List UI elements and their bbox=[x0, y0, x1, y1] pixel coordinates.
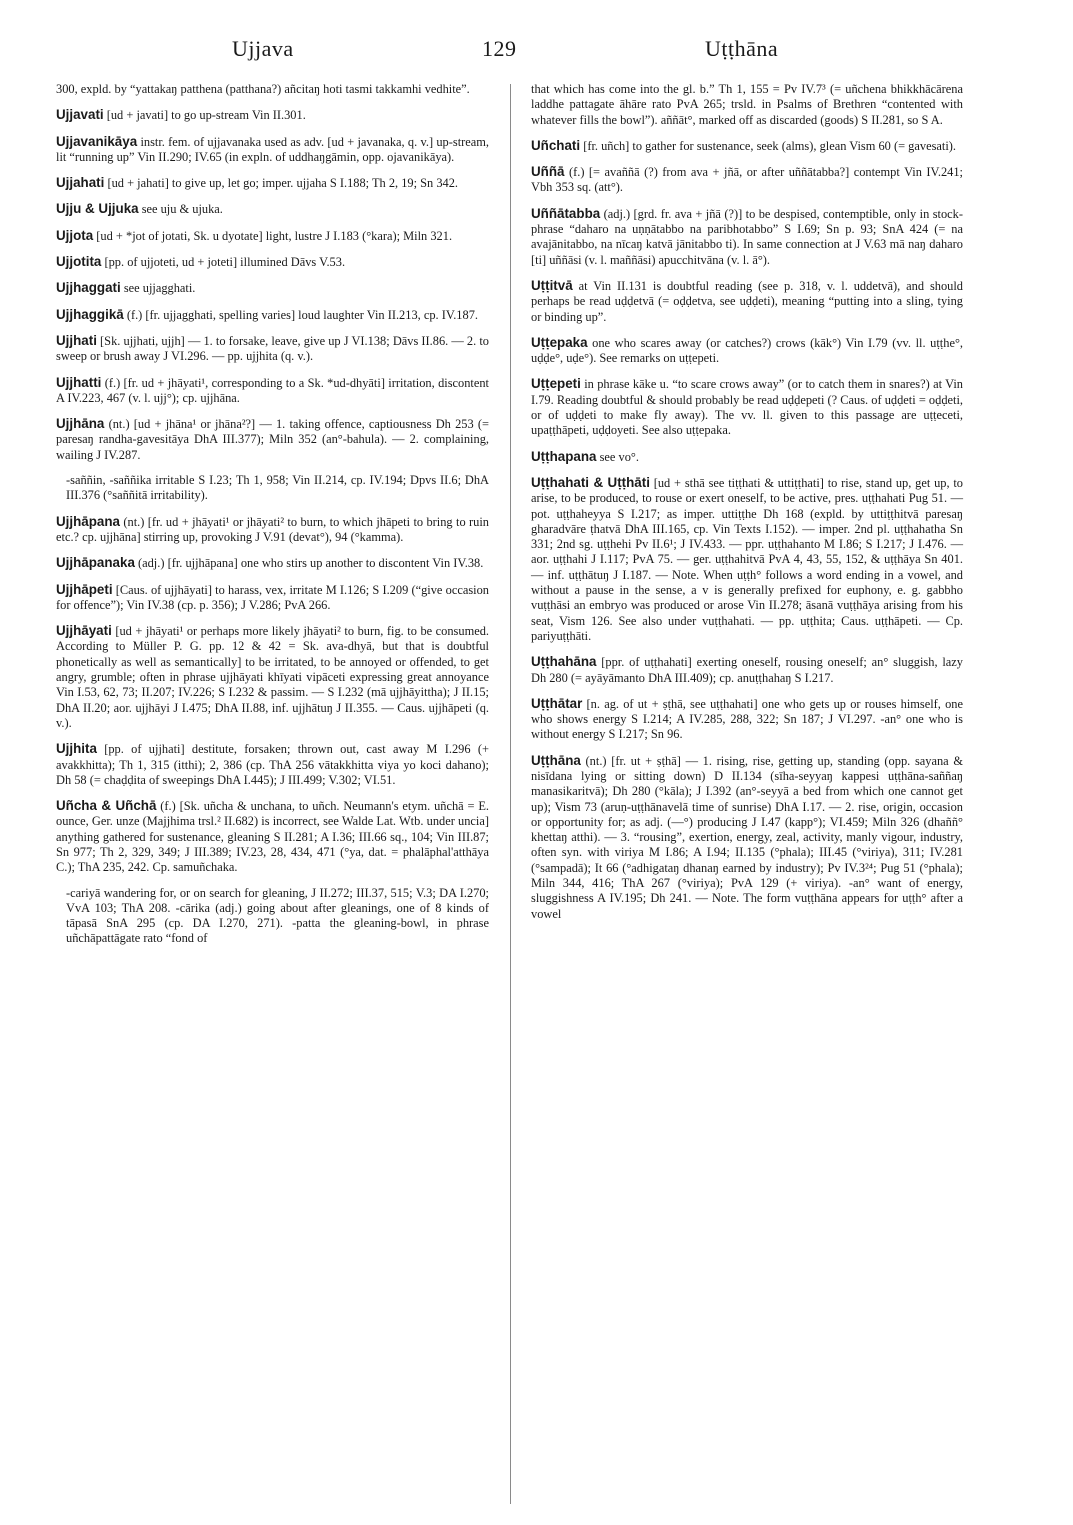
headword: Ujjhaggati bbox=[56, 280, 121, 296]
dictionary-entry bbox=[56, 82, 489, 97]
entry-text: in phrase kāke u. “to scare crows away” (or to catch them in snares?) at Vin I.79. Reading doubtful & should probably be read uḍḍepeti (? Caus. of uḍḍeti = oḍḍeti, or of uḍḍeti to make fly away). The vv. ll. given to this passage are uṭṭeceti, upaṭṭhāpeti, uḍḍoyeti. See also uṭṭepaka. bbox=[531, 377, 963, 438]
entry-text: instr. fem. of ujjavanaka used as adv. [ud + javanaka, q. v.] up-stream, lit “running up” Vin II.290; IV.65 (in expln. of uddhaŋgāmin, opp. ojavanikāya). bbox=[56, 134, 489, 164]
entry-text: [ud + sthā see tiṭṭhati & uttiṭṭhati] to rise, stand up, get up, to arise, to be produced, to rouse or exert oneself, to be active, pres. uṭṭhahati Pug 51. — pot. uṭṭhaheyya S I.217; as imper. uttiṭṭhe Dh 168 (expld. by uttiṭṭhitvā paresaŋ gharadvāre ṭhatvā DhA III.165, cp. Vin Texts I.152). — imper. 2nd pl. uṭṭhahatha Sn 331; 2nd sg. uṭṭhehi Pv II.6¹; J IV.433. — ppr. uṭṭhahanto M I.86; S I.217; J I.476. — aor. uṭṭhahi J I.117; PvA 75. — ger. uṭṭhahitvā PvA 4, 43, 55, 152, & uṭṭhāya Sn 401. — inf. uṭṭhātuŋ J I.187. — Note. When uṭṭh° follows a word ending in a vowel, and without a pause in the sense, a v is generally prefixed for euphony, e. g. gabbho vuṭṭhāsi an embryo was produced or arose Vin II.278; āsanā vuṭṭhāya arising from his seat, Vism 126. See also under vuṭṭhahati. — pp. uṭṭhita; Caus. uṭṭhāpeti. — Cp. pariyuṭṭhāti. bbox=[531, 475, 963, 643]
dictionary-entry bbox=[56, 201, 489, 217]
dictionary-entry bbox=[56, 134, 489, 166]
entry-text: (nt.) [ud + jhāna¹ or jhāna²?] — 1. taking offence, captiousness Dh 253 (= paresaŋ randha-gavesitāya DhA III.377); Miln 352 (an°-bahula). — 2. complaining, wailing J IV.287. bbox=[56, 417, 489, 462]
running-head-left: Ujjava bbox=[232, 36, 294, 61]
sub-entry bbox=[56, 473, 489, 504]
sub-entry bbox=[56, 886, 489, 947]
entry-text: see vo°. bbox=[596, 449, 639, 464]
dictionary-entry bbox=[56, 175, 489, 191]
headword: Uññā bbox=[531, 164, 565, 180]
entry-text: [Sk. ujjhati, ujjh] — 1. to forsake, leave, give up J VI.138; Dāvs II.86. — 2. to sweep or brush away J VI.296. — pp. ujjhita (q. v.). bbox=[56, 333, 489, 364]
headword: Ujjhāpanaka bbox=[56, 555, 135, 571]
dictionary-entry bbox=[56, 375, 489, 407]
entry-text: that which has come into the gl. b.” Th 1, 155 = Pv IV.7³ (= uñchena bhikkhācārena laddhe pattagate āhāre rato PvA 265; trsld. in Psalms of Brethren “contented with whatever fills the bowl”). aññāt°, marked off as discarded (goods) S II.281, so S A. bbox=[531, 82, 963, 127]
headword: Uṭṭhāna bbox=[531, 752, 581, 768]
entry-text: (nt.) [fr. ud + jhāyati¹ or jhāyati² to burn, to which jhāpeti to bring to ruin etc.? cp. ujjhāna] stirring up, provoking J V.91 (devat°), 94 (°kamma). bbox=[56, 514, 489, 544]
headword: Ujjotita bbox=[56, 254, 102, 270]
entry-text: -cariyā wandering for, or on search for gleaning, J II.272; III.37, 515; V.3; DA I.270; VvA 103; ThA 208. -cārika (adj.) going about after gleanings, one of 8 kinds of tāpasā SnA 295 (cp. DA I.270, 271). -patta the gleaning-bowl, in phrase uñchāpattāgate rato “fond of bbox=[66, 885, 489, 946]
headword: Uñchati bbox=[531, 137, 581, 153]
headword: Uṭṭepaka bbox=[531, 334, 588, 350]
dictionary-entry bbox=[56, 514, 489, 546]
left-column bbox=[56, 82, 489, 957]
headword: Uṭṭhahāna bbox=[531, 654, 597, 670]
headword: Ujjahati bbox=[56, 175, 105, 191]
entry-text: at Vin II.131 is doubtful reading (see p. 318, v. l. uddetvā), and should perhaps be read uḍḍetvā (= oḍḍetva, see uḍḍeti), meaning “putting into a sling, tying or binding up”. bbox=[531, 278, 963, 324]
dictionary-entry bbox=[531, 654, 963, 686]
dictionary-entry bbox=[56, 107, 489, 123]
entry-text: [ud + jahati] to give up, let go; imper. ujjaha S I.188; Th 2, 19; Sn 342. bbox=[104, 176, 459, 191]
headword: Ujjhāna bbox=[56, 416, 105, 432]
dictionary-entry bbox=[56, 741, 489, 788]
headword: Ujju & Ujjuka bbox=[56, 201, 139, 217]
headword: Uṭṭhātar bbox=[531, 695, 583, 711]
headword: Uṭṭhahati & Uṭṭhāti bbox=[531, 474, 650, 490]
headword: Ujjhita bbox=[56, 741, 97, 757]
entry-text: one who scares away (or catches?) crows (kāk°) Vin I.79 (vv. ll. uṭṭhe°, uḍḍe°, uḍe°). See remarks on uṭṭepeti. bbox=[531, 335, 963, 366]
headword: Ujjavanikāya bbox=[56, 133, 138, 149]
entry-text: [ud + javati] to go up-stream Vin II.301. bbox=[103, 108, 306, 123]
entry-text: [fr. uñch] to gather for sustenance, seek (alms), glean Vism 60 (= gavesati). bbox=[580, 138, 957, 153]
entry-text: [pp. of ujjoteti, ud + joteti] illumined Dāvs V.53. bbox=[101, 255, 346, 270]
right-column bbox=[531, 82, 963, 932]
dictionary-entry bbox=[56, 798, 489, 875]
headword: Ujjota bbox=[56, 227, 94, 243]
dictionary-entry bbox=[56, 307, 489, 323]
headword: Uṭṭhapana bbox=[531, 448, 597, 464]
dictionary-entry bbox=[531, 82, 963, 128]
dictionary-entry bbox=[531, 376, 963, 438]
headword: Ujjhati bbox=[56, 332, 97, 348]
dictionary-entry bbox=[56, 555, 489, 571]
entry-text: [pp. of ujjhati] destitute, forsaken; thrown out, cast away M I.296 (+ avakkhitta); Th 1, 315 (itthi); 2, 386 (cp. ThA 256 vātakkhitta viya yo koci dahano); Dh 58 (= chaḍḍita of sweepings DhA I.445); J III.499; V.302; VI.51. bbox=[56, 742, 489, 787]
entry-text: [Caus. of ujjhāyati] to harass, vex, irritate M I.126; S I.209 (“give occasion for offence”); Vin IV.38 (cp. p. 356); J V.286; PvA 266. bbox=[56, 582, 489, 612]
headword: Ujjavati bbox=[56, 107, 104, 123]
dictionary-entry bbox=[531, 138, 963, 154]
headword: Ujjhaggikā bbox=[56, 306, 124, 322]
column-divider bbox=[510, 84, 511, 1504]
dictionary-entry bbox=[56, 280, 489, 296]
headword: Uññātabba bbox=[531, 205, 601, 221]
dictionary-entry bbox=[56, 623, 489, 731]
entry-text: 300, expld. by “yattakaŋ patthena (patthana?) añcitaŋ hoti tasmi takkamhi vedhite”. bbox=[56, 82, 470, 96]
running-head-right: Uṭṭhāna bbox=[705, 36, 779, 61]
dictionary-entry bbox=[56, 228, 489, 244]
dictionary-entry bbox=[531, 449, 963, 465]
entry-text: (f.) [Sk. uñcha & unchana, to uñch. Neumann's etym. uñchā = E. ounce, Ger. unze (Majjhima trsl.² II.682) is incorrect, see Walde Lat. Wtb. under uncia] anything gathered for sustenance, gleaning S II.281; A I.36; III.66 sq., 104; Vin III.87; Sn 977; Th 2, 329, 349; J III.389; IV.23, 28, 434, 471 (°ya, dat. = phalāphal'atthāya C.); ThA 235, 242. Cp. samuñchaka. bbox=[56, 799, 489, 875]
entry-text: [ud + *jot of jotati, Sk. u dyotate] light, lustre J I.183 (°kara); Miln 321. bbox=[93, 228, 453, 243]
entry-text: see ujjagghati. bbox=[120, 281, 196, 296]
headword: Ujjhāpeti bbox=[56, 581, 113, 597]
dictionary-entry bbox=[531, 206, 963, 268]
headword: Uñcha & Uñchā bbox=[56, 798, 157, 814]
dictionary-entry bbox=[531, 164, 963, 196]
page-number: 129 bbox=[482, 36, 517, 61]
entry-text: -saññin, -saññika irritable S I.23; Th 1, 958; Vin II.214, cp. IV.194; Dpvs II.6; DhA III.376 (°saññitā irritability). bbox=[66, 473, 489, 503]
dictionary-entry bbox=[56, 333, 489, 365]
entry-text: (f.) [fr. ud + jhāyati¹, corresponding to a Sk. *ud-dhyāti] irritation, discontent A IV.223, 467 (v. l. ujj°); cp. ujjhāna. bbox=[56, 375, 489, 405]
entry-text: (f.) [= avaññā (?) from ava + jñā, or after uññātabba?] contempt Vin IV.241; Vbh 353 sq. (att°). bbox=[531, 165, 963, 195]
entry-text: see uju & ujuka. bbox=[138, 202, 223, 217]
entry-text: (adj.) [grd. fr. ava + jñā (?)] to be despised, contemptible, only in stock-phrase “daharo na uṇṇātabbo na paribhotabbo” S I.69; Sn p. 93; SnA 424 (= na avajānitabbo, na nīcaŋ katvā jānitabbo ti). In same connection at J V.63 mā naŋ daharo [ti] uññāsi (v. l. maññāsi) apucchitvāna (v. l. ā°). bbox=[531, 206, 963, 267]
entry-text: (adj.) [fr. ujjhāpana] one who stirs up another to discontent Vin IV.38. bbox=[134, 556, 484, 571]
entry-text: [n. ag. of ut + ṣṭhā, see uṭṭhahati] one who gets up or rouses himself, one who shows energy S I.214; A IV.285, 288, 322; Sn 187; J VI.297. -an° one who is without energy S I.217; Sn 96. bbox=[531, 696, 963, 742]
headword: Ujjhāyati bbox=[56, 623, 112, 639]
dictionary-entry bbox=[531, 696, 963, 743]
headword: Uṭṭepeti bbox=[531, 376, 581, 392]
headword: Ujjhāpana bbox=[56, 513, 120, 529]
dictionary-entry bbox=[56, 582, 489, 614]
entry-text: (nt.) [fr. ut + ṣṭhā] — 1. rising, rise, getting up, standing (opp. sayana & nisīdana lying or sitting down) D II.134 (sīha-seyyaŋ kappesi uṭṭhāna-saññaŋ manasikaritvā); Dh 280 (°kāla); J I.392 (an°-seyyā a bed from which one cannot get up); Vism 73 (aruṇ-uṭṭhānavelā time of sunrise) DhA I.17. — 2. rise, origin, occasion or opportunity for; as adj. (—°) producing J I.47 (kapp°); VI.459; Miln 326 (dhaññ° khettaŋ atthi). — 3. “rousing”, exertion, energy, zeal, activity, manly vigour, industry, often syn. with viriya M I.86; A I.94; II.135 (°phala); III.45 (°viriya), 311; IV.281 (°sampadā); It 66 (°adhigataŋ dhanaŋ earned by industry); Pv IV.3²⁴; Pug 51 (°phala); Miln 344, 416; ThA 267 (°viriya); PvA 129 (+ viriya). -an° want of energy, sluggishness A IV.195; Dh 241. — Note. The form vuṭṭhāna appears for uṭṭh° after a vowel bbox=[531, 753, 963, 921]
dictionary-entry bbox=[56, 416, 489, 463]
dictionary-entry bbox=[531, 753, 963, 922]
dictionary-entry bbox=[531, 475, 963, 644]
dictionary-entry bbox=[56, 254, 489, 270]
entry-text: (f.) [fr. ujjagghati, spelling varies] loud laughter Vin II.213, cp. IV.187. bbox=[123, 307, 478, 322]
dictionary-entry bbox=[531, 278, 963, 325]
entry-text: [ud + jhāyati¹ or perhaps more likely jhāyati² to burn, fig. to be consumed. According to Müller P. G. pp. 12 & 42 = Sk. ava-dhyā, but that is doubtful phonetically as well as semantically] to be irritated, to be annoyed or offended, to get angry, grumble; often in phrase ujjhāyati khīyati vipāceti expressing great annoyance Vin I.53, 62, 73; II.207; IV.226; S I.232 & passim. — S I.232 (mā ujjhāyittha); J II.15; DhA II.20; aor. ujjhāyi J I.475; DhA II.88, inf. ujjhātuŋ J II.355. — Caus. ujjhāpeti (q. v.). bbox=[56, 624, 489, 730]
headword: Uṭṭitvā bbox=[531, 277, 573, 293]
entry-text: [ppr. of uṭṭhahati] exerting oneself, rousing oneself; an° sluggish, lazy Dh 280 (= ayāyāmanto DhA III.409); cp. anuṭṭhahaŋ S I.217. bbox=[531, 655, 963, 685]
headword: Ujjhatti bbox=[56, 374, 102, 390]
dictionary-entry bbox=[531, 335, 963, 367]
